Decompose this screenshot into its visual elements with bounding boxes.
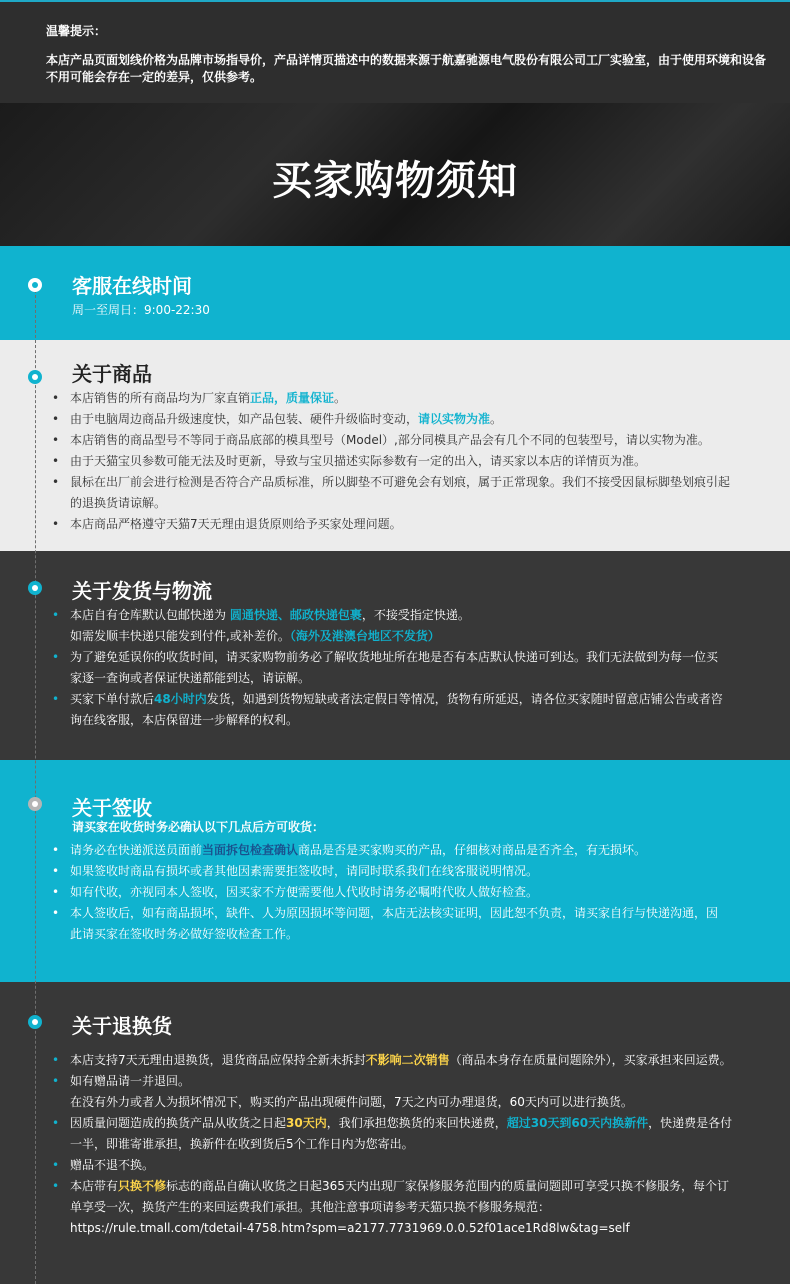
timeline-dot-icon <box>28 370 42 384</box>
timeline-line <box>35 285 36 1284</box>
section-service <box>0 246 790 340</box>
list-item: • 请务必在快递派送员面前当面拆包检查确认商品是否是买家购买的产品，仔细核对商品是否齐全，有无损坏。 <box>52 840 780 861</box>
list-item: • 由于天猫宝贝参数可能无法及时更新，导致与宝贝描述实际参数有一定的出入，请买家以本店的详情页为准。 <box>52 451 780 472</box>
timeline-dot-icon <box>28 581 42 595</box>
list-item: • 如有代收，亦视同本人签收，因买家不方便需要他人代收时请务必嘱咐代收人做好检查。 <box>52 882 780 903</box>
notice-bar <box>0 0 790 103</box>
notice-title: 温馨提示： <box>46 24 107 38</box>
returns-list <box>52 1050 780 1239</box>
section-title: 关于退换货 <box>72 1014 172 1038</box>
list-item: • 本店带有只换不修标志的商品自确认收货之日起365天内出现厂家保修服务范围内的质量问题即可享受只换不修服务，每个订 单享受一次，换货产生的来回运费我们承担。其他注意事项请参考天猫只换不修服务规范： https://rule.tmall.com/tdetail-4758.htm?spm=a2177.7731969.0.0.52f01ace1Rd8lw&tag=self <box>52 1176 780 1239</box>
banner <box>0 103 790 246</box>
list-item: • 本店销售的所有商品均为厂家直销正品，质量保证。 <box>52 388 780 409</box>
list-item: • 由于电脑周边商品升级速度快，如产品包装、硬件升级临时变动，请以实物为准。 <box>52 409 780 430</box>
list-item: • 本店自有仓库默认包邮快递为 圆通快递、邮政快递包裹，不接受指定快递。 如需发顺丰快递只能发到付件,或补差价。（海外及港澳台地区不发货） <box>52 605 780 647</box>
service-hours: 周一至周日：9:00-22:30 <box>72 303 210 317</box>
list-item: • 如有赠品请一并退回。 在没有外力或者人为损坏情况下，购买的产品出现硬件问题，7天之内可办理退货，60天内可以进行换货。 <box>52 1071 780 1113</box>
list-item: • 本店销售的商品型号不等同于商品底部的模具型号（Model）,部分同模具产品会有几个不同的包装型号，请以实物为准。 <box>52 430 780 451</box>
timeline-dot-icon <box>28 797 42 811</box>
section-shipping <box>0 551 790 760</box>
list-item: • 本店支持7天无理由退换货，退货商品应保持全新未拆封不影响二次销售（商品本身存在质量问题除外），买家承担来回运费。 <box>52 1050 780 1071</box>
signing-list <box>52 840 780 945</box>
list-item: • 鼠标在出厂前会进行检测是否符合产品质标准，所以脚垫不可避免会有划痕，属于正常现象。我们不接受因鼠标脚垫划痕引起 的退换货请谅解。 <box>52 472 780 514</box>
list-item: • 本店商品严格遵守天猫7天无理由退货原则给予买家处理问题。 <box>52 514 780 535</box>
list-item: • 如果签收时商品有损坏或者其他因素需要拒签收时，请同时联系我们在线客服说明情况。 <box>52 861 780 882</box>
section-title: 关于签收 <box>72 796 152 820</box>
section-signing <box>0 760 790 982</box>
list-item: • 买家下单付款后48小时内发货，如遇到货物短缺或者法定假日等情况，货物有所延迟，请各位买家随时留意店铺公告或者咨 询在线客服，本店保留进一步解释的权利。 <box>52 689 780 731</box>
section-products <box>0 340 790 551</box>
shipping-list <box>52 605 780 731</box>
timeline-dot-icon <box>28 278 42 292</box>
section-returns <box>0 982 790 1284</box>
banner-title: 买家购物须知 <box>272 158 518 204</box>
section-title: 关于商品 <box>72 362 152 386</box>
section-title: 客服在线时间 <box>72 274 192 298</box>
products-list <box>52 388 780 535</box>
notice-body: 本店产品页面划线价格为品牌市场指导价，产品详情页描述中的数据来源于航嘉驰源电气股份有限公司工厂实验室，由于使用环境和设备不用可能会存在一定的差异，仅供参考。 <box>46 53 767 84</box>
signing-subtitle: 请买家在收货时务必确认以下几点后方可收货： <box>72 820 325 834</box>
list-item: • 本人签收后，如有商品损坏，缺件、人为原因损坏等问题，本店无法核实证明，因此恕不负责，请买家自行与快递沟通，因 此请买家在签收时务必做好签收检查工作。 <box>52 903 780 945</box>
section-title: 关于发货与物流 <box>72 579 212 603</box>
rule-link: https://rule.tmall.com/tdetail-4758.htm?spm=a2177.7731969.0.0.52f01ace1Rd8lw&tag=self <box>70 1221 630 1235</box>
list-item: • 为了避免延误你的收货时间，请买家购物前务必了解收货地址所在地是否有本店默认快递可到达。我们无法做到为每一位买 家逐一查询或者保证快递都能到达，请谅解。 <box>52 647 780 689</box>
timeline-dot-icon <box>28 1015 42 1029</box>
list-item: • 因质量问题造成的换货产品从收货之日起30天内，我们承担您换货的来回快递费，超过30天到60天内换新件，快递费是各付 一半，即谁寄谁承担，换新件在收到货后5个工作日内为您寄出。 <box>52 1113 780 1155</box>
list-item: • 赠品不退不换。 <box>52 1155 780 1176</box>
